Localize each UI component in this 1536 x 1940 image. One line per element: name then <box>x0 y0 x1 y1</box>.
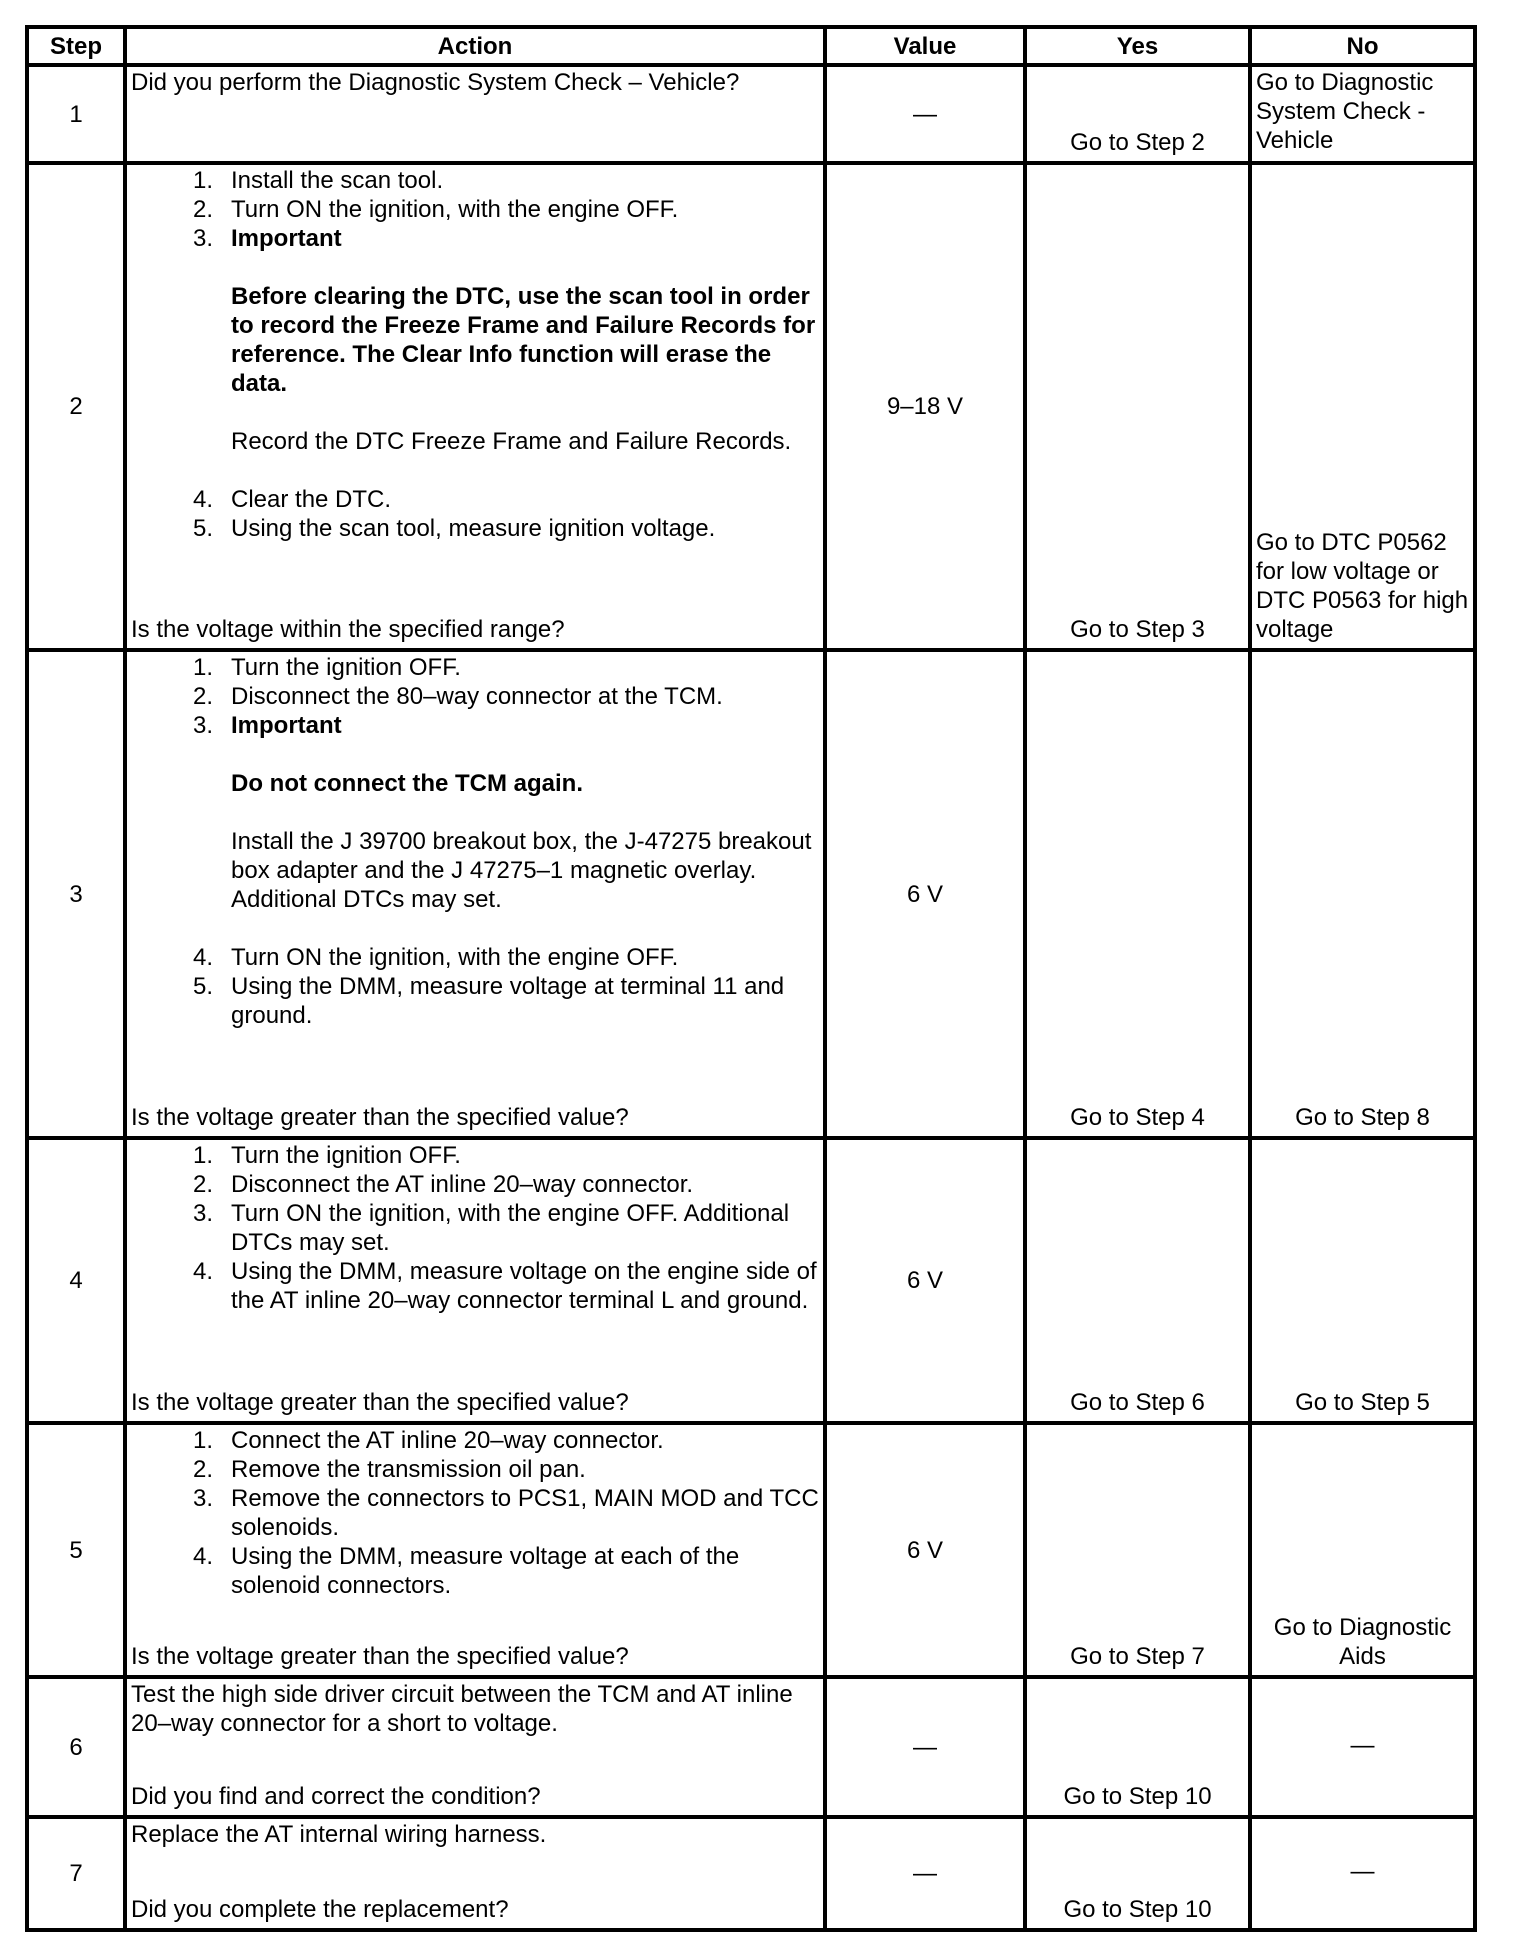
action-cell <box>125 65 825 163</box>
yes-cell <box>1025 1677 1250 1817</box>
value-cell: 6 V <box>825 1138 1025 1423</box>
list-item: 4. Using the DMM, measure voltage at each of the solenoid connectors. <box>192 1543 740 1599</box>
yes-text: Go to Step 2 <box>1070 129 1205 156</box>
value-cell: 6 V <box>825 1423 1025 1677</box>
list-item: 1. Install the scan tool. <box>192 167 444 194</box>
value-cell: — <box>825 1817 1025 1930</box>
header-action: Action <box>125 27 825 65</box>
header-no: No <box>1250 27 1475 65</box>
action-text: Did you perform the Diagnostic System Check – Vehicle? <box>131 69 740 96</box>
header-row <box>27 27 1475 65</box>
important-note: Do not connect the TCM again. <box>231 770 583 797</box>
list-item: 4. Using the DMM, measure voltage on the engine side of the AT inline 20–way connector terminal L and ground. <box>192 1258 817 1314</box>
no-cell <box>1250 650 1475 1138</box>
list-item: 1. Connect the AT inline 20–way connector. <box>192 1427 664 1454</box>
no-cell <box>1250 1423 1475 1677</box>
no-text: Go to Step 8 <box>1295 1104 1430 1131</box>
question-text: Did you complete the replacement? <box>131 1896 509 1923</box>
action-cell <box>125 1423 825 1677</box>
question-text: Is the voltage greater than the specified value? <box>131 1389 629 1416</box>
yes-cell <box>1025 65 1250 163</box>
yes-cell <box>1025 1138 1250 1423</box>
table-row-step-5 <box>27 1423 1475 1677</box>
no-cell <box>1250 65 1475 163</box>
step-number: 7 <box>27 1817 125 1930</box>
list-item: 2. Disconnect the 80–way connector at the TCM. <box>192 683 723 710</box>
yes-cell <box>1025 650 1250 1138</box>
table-row-step-6 <box>27 1677 1475 1817</box>
list-item: 5. Using the DMM, measure voltage at terminal 11 and ground. <box>192 973 785 1029</box>
no-cell <box>1250 1677 1475 1817</box>
action-cell <box>125 1138 825 1423</box>
important-label: Important <box>231 225 342 252</box>
value-cell: 9–18 V <box>825 163 1025 650</box>
table-row-step-1 <box>27 65 1475 163</box>
no-cell <box>1250 1138 1475 1423</box>
list-item: 5. Using the scan tool, measure ignition voltage. <box>192 515 716 542</box>
list-item: 4. Turn ON the ignition, with the engine OFF. <box>192 944 679 971</box>
important-label: Important <box>231 712 342 739</box>
list-item: 2. Turn ON the ignition, with the engine OFF. <box>192 196 679 223</box>
list-item: 1. Turn the ignition OFF. <box>192 1142 461 1169</box>
header-yes: Yes <box>1025 27 1250 65</box>
step-number: 1 <box>27 65 125 163</box>
sub-instruction: Install the J 39700 breakout box, the J-47275 breakout box adapter and the J 47275–1 magnetic overlay. Additional DTCs may set. <box>231 828 812 913</box>
action-cell <box>125 163 825 650</box>
question-text: Is the voltage greater than the specified value? <box>131 1104 629 1131</box>
step-number: 4 <box>27 1138 125 1423</box>
step-number: 3 <box>27 650 125 1138</box>
list-item: 4. Clear the DTC. <box>192 486 392 513</box>
action-cell <box>125 1677 825 1817</box>
no-text: Go to Step 5 <box>1295 1389 1430 1416</box>
action-text: Test the high side driver circuit between the TCM and AT inline 20–way connector for a short to voltage. <box>131 1681 793 1737</box>
yes-text: Go to Step 6 <box>1070 1389 1205 1416</box>
value-cell: — <box>825 65 1025 163</box>
table-row-step-7 <box>27 1817 1475 1930</box>
yes-text: Go to Step 10 <box>1063 1896 1212 1923</box>
question-text: Is the voltage greater than the specified value? <box>131 1643 629 1670</box>
list-item: 3. Important <box>131 224 819 253</box>
list-item: 3. Important <box>131 711 819 740</box>
step-number: 2 <box>27 163 125 650</box>
no-text: Go to Diagnostic Aids <box>1273 1614 1452 1670</box>
question-text: Did you find and correct the condition? <box>131 1783 541 1810</box>
yes-text: Go to Step 4 <box>1070 1104 1205 1131</box>
action-cell <box>125 1817 825 1930</box>
yes-text: Go to Step 7 <box>1070 1643 1205 1670</box>
list-item: 2. Disconnect the AT inline 20–way connector. <box>192 1171 694 1198</box>
yes-text: Go to Step 10 <box>1063 1783 1212 1810</box>
question-text: Is the voltage within the specified range? <box>131 616 565 643</box>
list-item: 3. Turn ON the ignition, with the engine OFF. Additional DTCs may set. <box>192 1200 790 1256</box>
diagnostic-table <box>25 25 1477 1932</box>
action-text: Replace the AT internal wiring harness. <box>131 1821 547 1848</box>
header-step: Step <box>27 27 125 65</box>
table-row-step-3 <box>27 650 1475 1138</box>
yes-text: Go to Step 3 <box>1070 616 1205 643</box>
yes-cell <box>1025 163 1250 650</box>
header-value: Value <box>825 27 1025 65</box>
action-cell <box>125 650 825 1138</box>
important-note: Before clearing the DTC, use the scan tool in order to record the Freeze Frame and Failure Records for reference. The Clear Info function will erase the data. <box>231 283 816 397</box>
no-text: Go to DTC P0562 for low voltage or DTC P0563 for high voltage <box>1256 529 1469 643</box>
list-item: 1. Turn the ignition OFF. <box>192 654 461 681</box>
list-item: 2. Remove the transmission oil pan. <box>192 1456 586 1483</box>
no-cell <box>1250 1817 1475 1930</box>
no-text: — <box>1350 1858 1375 1885</box>
no-cell <box>1250 163 1475 650</box>
value-cell: 6 V <box>825 650 1025 1138</box>
value-cell: — <box>825 1677 1025 1817</box>
no-text: — <box>1350 1731 1375 1759</box>
table-row-step-2 <box>27 163 1475 650</box>
step-number: 5 <box>27 1423 125 1677</box>
list-item: 3. Remove the connectors to PCS1, MAIN MOD and TCC solenoids. <box>192 1485 819 1541</box>
yes-cell <box>1025 1423 1250 1677</box>
no-text: Go to Diagnostic System Check - Vehicle <box>1256 69 1434 154</box>
step-number: 6 <box>27 1677 125 1817</box>
yes-cell <box>1025 1817 1250 1930</box>
sub-instruction: Record the DTC Freeze Frame and Failure Records. <box>231 428 792 455</box>
table-row-step-4 <box>27 1138 1475 1423</box>
